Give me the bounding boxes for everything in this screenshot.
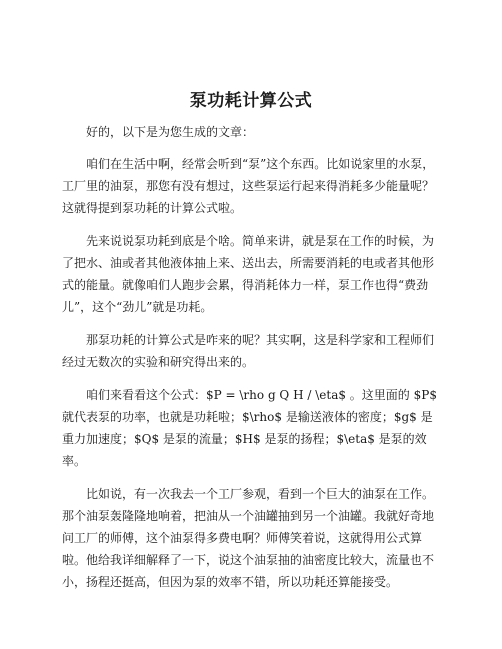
paragraph-pump-intro: 咱们在生活中啊，经常会听到“泵”这个东西。比如说家里的水泵，工厂里的油泵，那您有没有想过，这些泵运行起来得消耗多少能量呢？这就得提到泵功耗的计算公式啦。 <box>62 157 435 215</box>
paragraph-example: 比如说，有一次我去一个工厂参观，看到一个巨大的油泵在工作。那个油泵轰隆隆地响着，把油从一个油罐抽到另一个油罐。我就好奇地问工厂的师傅，这个油泵得多费电啊？师傅笑着说，这就得用公式算啦。他给我详细解释了一下，说这个油泵抽的油密度比较大，流量也不小，扬程还挺高，但因为泵的效率不错，所以功耗还算能接受。 <box>62 487 435 589</box>
paragraph-formula: 咱们来看看这个公式：$P = \rho g Q H / \eta$ 。这里面的 $P$ 就代表泵的功率，也就是功耗啦；$\rho$ 是输送液体的密度；$g$ 是重力加速度；$Q$ 是泵的流量；$H$ 是泵的扬程；$\eta$ 是泵的效率。 <box>62 388 437 468</box>
paragraph-formula-origin: 那泵功耗的计算公式是咋来的呢？其实啊，这是科学家和工程师们经过无数次的实验和研究得出来的。 <box>62 333 435 369</box>
document-title: 泵功耗计算公式 <box>189 91 313 111</box>
document-body <box>62 121 444 604</box>
paragraph-power-definition: 先来说说泵功耗到底是个啥。简单来讲，就是泵在工作的时候，为了把水、油或者其他液体抽上来、送出去，所需要消耗的电或者其他形式的能量。就像咱们人跑步会累，得消耗体力一样，泵工作也得“费劲儿”，这个“劲儿”就是功耗。 <box>62 234 435 314</box>
intro-paragraph: 好的，以下是为您生成的文章： <box>86 125 255 139</box>
